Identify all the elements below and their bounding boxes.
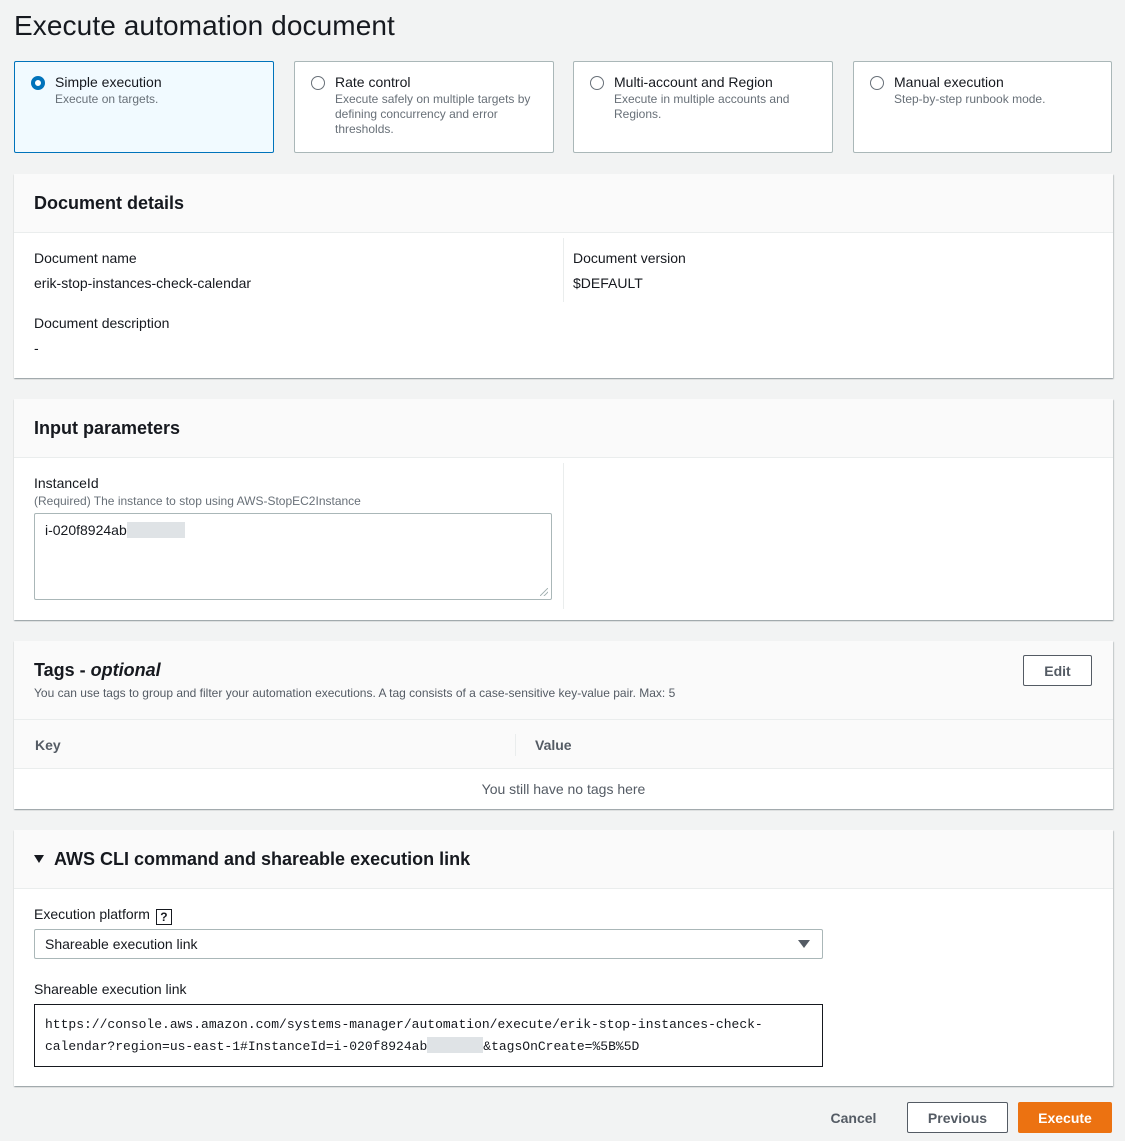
tags-heading-text: Tags - — [34, 660, 91, 680]
column-divider — [563, 238, 564, 302]
resize-grip-icon[interactable] — [540, 588, 548, 596]
redacted-block — [427, 1037, 483, 1053]
help-icon[interactable]: ? — [156, 909, 172, 925]
shareable-link-line-2 — [45, 1036, 812, 1058]
panel-heading: Input parameters — [34, 417, 181, 438]
tile-description: Execute on targets. — [55, 92, 159, 106]
tile-label: Rate control — [335, 74, 411, 90]
tile-simple-execution[interactable] — [14, 61, 274, 153]
tile-rate-control[interactable] — [294, 61, 554, 153]
document-version-value: $DEFAULT — [573, 275, 643, 291]
tags-table-header — [14, 720, 1113, 769]
execute-button[interactable]: Execute — [1018, 1102, 1112, 1133]
redacted-block — [127, 522, 185, 538]
radio-icon[interactable] — [870, 76, 884, 90]
chevron-down-icon — [798, 940, 810, 948]
panel-heading — [34, 660, 161, 681]
tile-label: Simple execution — [55, 74, 162, 90]
panel-header — [14, 174, 1113, 233]
document-name-label: Document name — [34, 250, 137, 266]
panel-heading: Document details — [34, 192, 185, 213]
panel-header — [14, 399, 1113, 458]
link-part-a: calendar?region=us-east-1#InstanceId=i-020f8924ab — [45, 1039, 428, 1054]
tags-description: You can use tags to group and filter your automation executions. A tag consists of a case-sensitive key-value pair. Max: 5 — [34, 686, 676, 700]
panel-header[interactable] — [14, 830, 1113, 889]
document-name-value: erik-stop-instances-check-calendar — [34, 275, 252, 291]
panel-header — [14, 641, 1113, 720]
edit-tags-button[interactable]: Edit — [1023, 655, 1092, 686]
tags-heading-optional: optional — [90, 660, 161, 680]
instance-id-hint: (Required) The instance to stop using AWS-StopEC2Instance — [34, 494, 361, 508]
document-description-label: Document description — [34, 315, 170, 331]
shareable-link-box[interactable] — [34, 1004, 823, 1067]
input-parameters-panel — [14, 399, 1113, 620]
execution-platform-label — [34, 906, 172, 925]
document-details-panel — [14, 174, 1113, 378]
cancel-button[interactable]: Cancel — [830, 1109, 877, 1126]
column-header-key[interactable]: Key — [35, 737, 61, 753]
instance-id-value: i-020f8924ab — [45, 522, 127, 538]
tile-label: Multi-account and Region — [614, 74, 773, 90]
execution-platform-select[interactable] — [34, 929, 823, 959]
tile-description: Execute safely on multiple targets by defining concurrency and error thresholds. — [335, 92, 531, 136]
tile-manual-execution[interactable] — [853, 61, 1112, 153]
column-divider — [515, 734, 516, 756]
column-header-value[interactable]: Value — [535, 737, 572, 753]
tags-empty-state: You still have no tags here — [481, 781, 646, 797]
tile-label: Manual execution — [894, 74, 1004, 90]
page-title: Execute automation document — [14, 10, 395, 41]
column-divider — [563, 463, 564, 609]
execution-platform-value: Shareable execution link — [45, 936, 198, 952]
radio-icon[interactable] — [311, 76, 325, 90]
instance-id-label: InstanceId — [34, 475, 99, 491]
tile-description: Step-by-step runbook mode. — [894, 92, 1046, 106]
tile-description: Execute in multiple accounts and Regions. — [614, 92, 790, 121]
panel-heading: AWS CLI command and shareable execution link — [54, 848, 471, 869]
document-description-value: - — [34, 340, 39, 356]
tile-multi-account-region[interactable] — [573, 61, 833, 153]
execution-mode-tiles — [14, 61, 1112, 153]
previous-button[interactable]: Previous — [907, 1102, 1008, 1133]
document-version-label: Document version — [573, 250, 686, 266]
cli-panel — [14, 830, 1113, 1086]
link-part-b: &tagsOnCreate=%5B%5D — [483, 1039, 640, 1054]
radio-selected-icon[interactable] — [31, 76, 45, 90]
shareable-link-line-1: https://console.aws.amazon.com/systems-manager/automation/execute/erik-stop-instances-check- — [45, 1017, 763, 1032]
caret-down-icon[interactable] — [34, 855, 44, 863]
tags-panel — [14, 641, 1113, 809]
radio-icon[interactable] — [590, 76, 604, 90]
shareable-link-label: Shareable execution link — [34, 981, 187, 997]
execution-platform-label-text: Execution platform — [34, 906, 150, 922]
instance-id-textarea[interactable] — [34, 513, 552, 600]
